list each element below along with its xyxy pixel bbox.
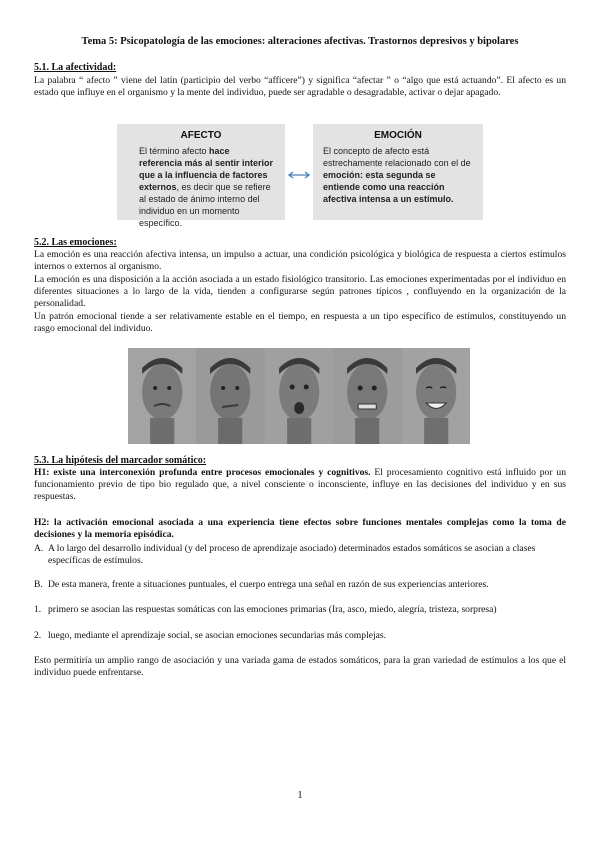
paragraph-h2: H2: la activación emocional asociada a una experiencia tiene efectos sobre funciones mentales complejas como la toma de decisiones y la memoria episódica. [34, 517, 566, 541]
face-disgust [196, 348, 264, 444]
section-heading-emociones: 5.2. Las emociones: [34, 237, 117, 248]
paragraph-emociones-2: La emoción es una disposición a la acción asociada a un estado fisiológico transitorio. Las emociones experimentadas por el individuo en diferentes situaciones a lo largo de la vida, tienden a configurarse según patrones típicos , confluyendo en la organización de la personalidad. [34, 274, 566, 310]
double-arrow-icon [287, 170, 311, 180]
paragraph-afectividad: La palabra “ afecto ” viene del latín (participio del verbo “afficere”) y significa “afectar ” o “algo que está actuando”. El afecto es un estado que influye en el organismo y la mente del individuo, puede ser agradable o desagradable, activar o dejar apagado. [34, 75, 566, 99]
page-number: 1 [297, 790, 303, 801]
afecto-box-title: AFECTO [180, 130, 222, 141]
list-marker: B. [34, 579, 43, 590]
afecto-box [117, 124, 285, 228]
section-heading-afectividad: 5.1. La afectividad: [34, 62, 117, 73]
list-item-2 [34, 630, 566, 642]
list-marker: 2. [34, 630, 42, 641]
list-item-b [34, 579, 566, 591]
list-marker: 1. [34, 604, 42, 615]
emocion-box [313, 124, 483, 220]
list-item-text: A lo largo del desarrollo individual (y del proceso de aprendizaje asociado) determinados estados somáticos se asocian a clases específicas de estímulos. [48, 543, 536, 567]
emocion-box-title: EMOCIÓN [374, 130, 422, 141]
face-surprise [265, 348, 333, 444]
document-title: Tema 5: Psicopatología de las emociones: alteraciones afectivas. Trastornos depresivos y bipolares [81, 36, 519, 47]
list-item-text: primero se asocian las respuestas somáticas con las emociones primarias (Ira, asco, miedo, alegría, tristeza, sorpresa) [48, 604, 497, 615]
emocion-text-bold: emoción: esta segunda se entiende como una reacción afectiva intensa a un estímulo. [323, 170, 454, 204]
list-item-text: luego, mediante el aprendizaje social, se asocian emociones secundarias más complejas. [48, 630, 387, 641]
afecto-text-1: El término afecto [139, 146, 210, 156]
paragraph-emociones-1: La emoción es una reacción afectiva intensa, un impulso a actuar, una condición psicológica y biológica de respuesta a ciertos estímulos internos o externos al organismo. [34, 249, 566, 273]
paragraph-closing: Esto permitiría un amplio rango de asociación y una variada gama de estados somáticos, para la gran variedad de estímulos a los que el individuo puede enfrentarse. [34, 655, 566, 679]
h1-text: El procesamiento cognitivo está influido por un funcionamiento previo de tipo bio regulado que, a nivel consciente o inconsciente, influye en las decisiones del individuo y en sus respuestas. [34, 467, 566, 503]
face-sad [128, 348, 196, 444]
emotional-faces-photo [128, 348, 470, 444]
list-marker: A. [34, 543, 44, 554]
face-happy [402, 348, 470, 444]
emocion-text-1: El concepto de afecto está estrechamente relacionado con el de [323, 146, 471, 168]
afecto-box-body [117, 141, 285, 229]
list-item-a [34, 543, 566, 567]
afecto-text-bold: hace referencia más al sentir interior que a la influencia de factores externos [139, 146, 274, 192]
afecto-text-2: , es decir que se refiere al estado de ánimo interno del individuo en un momento específico. [139, 182, 271, 228]
section-heading-marcador-somatico: 5.3. La hipótesis del marcador somático: [34, 455, 207, 466]
list-item-text: De esta manera, frente a situaciones puntuales, el cuerpo entrega una señal en razón de sus experiencias anteriores. [48, 579, 489, 590]
face-fear [333, 348, 401, 444]
h1-bold-text: H1: existe una interconexión profunda entre procesos emocionales y cognitivos. [34, 467, 371, 478]
emocion-box-body [313, 141, 483, 205]
list-item-1 [34, 604, 566, 616]
paragraph-emociones-3: Un patrón emocional tiende a ser relativamente estable en el tiempo, en respuesta a un tipo específico de estímulos, constituyendo un rasgo emocional del individuo. [34, 311, 566, 335]
paragraph-h1 [34, 467, 566, 504]
